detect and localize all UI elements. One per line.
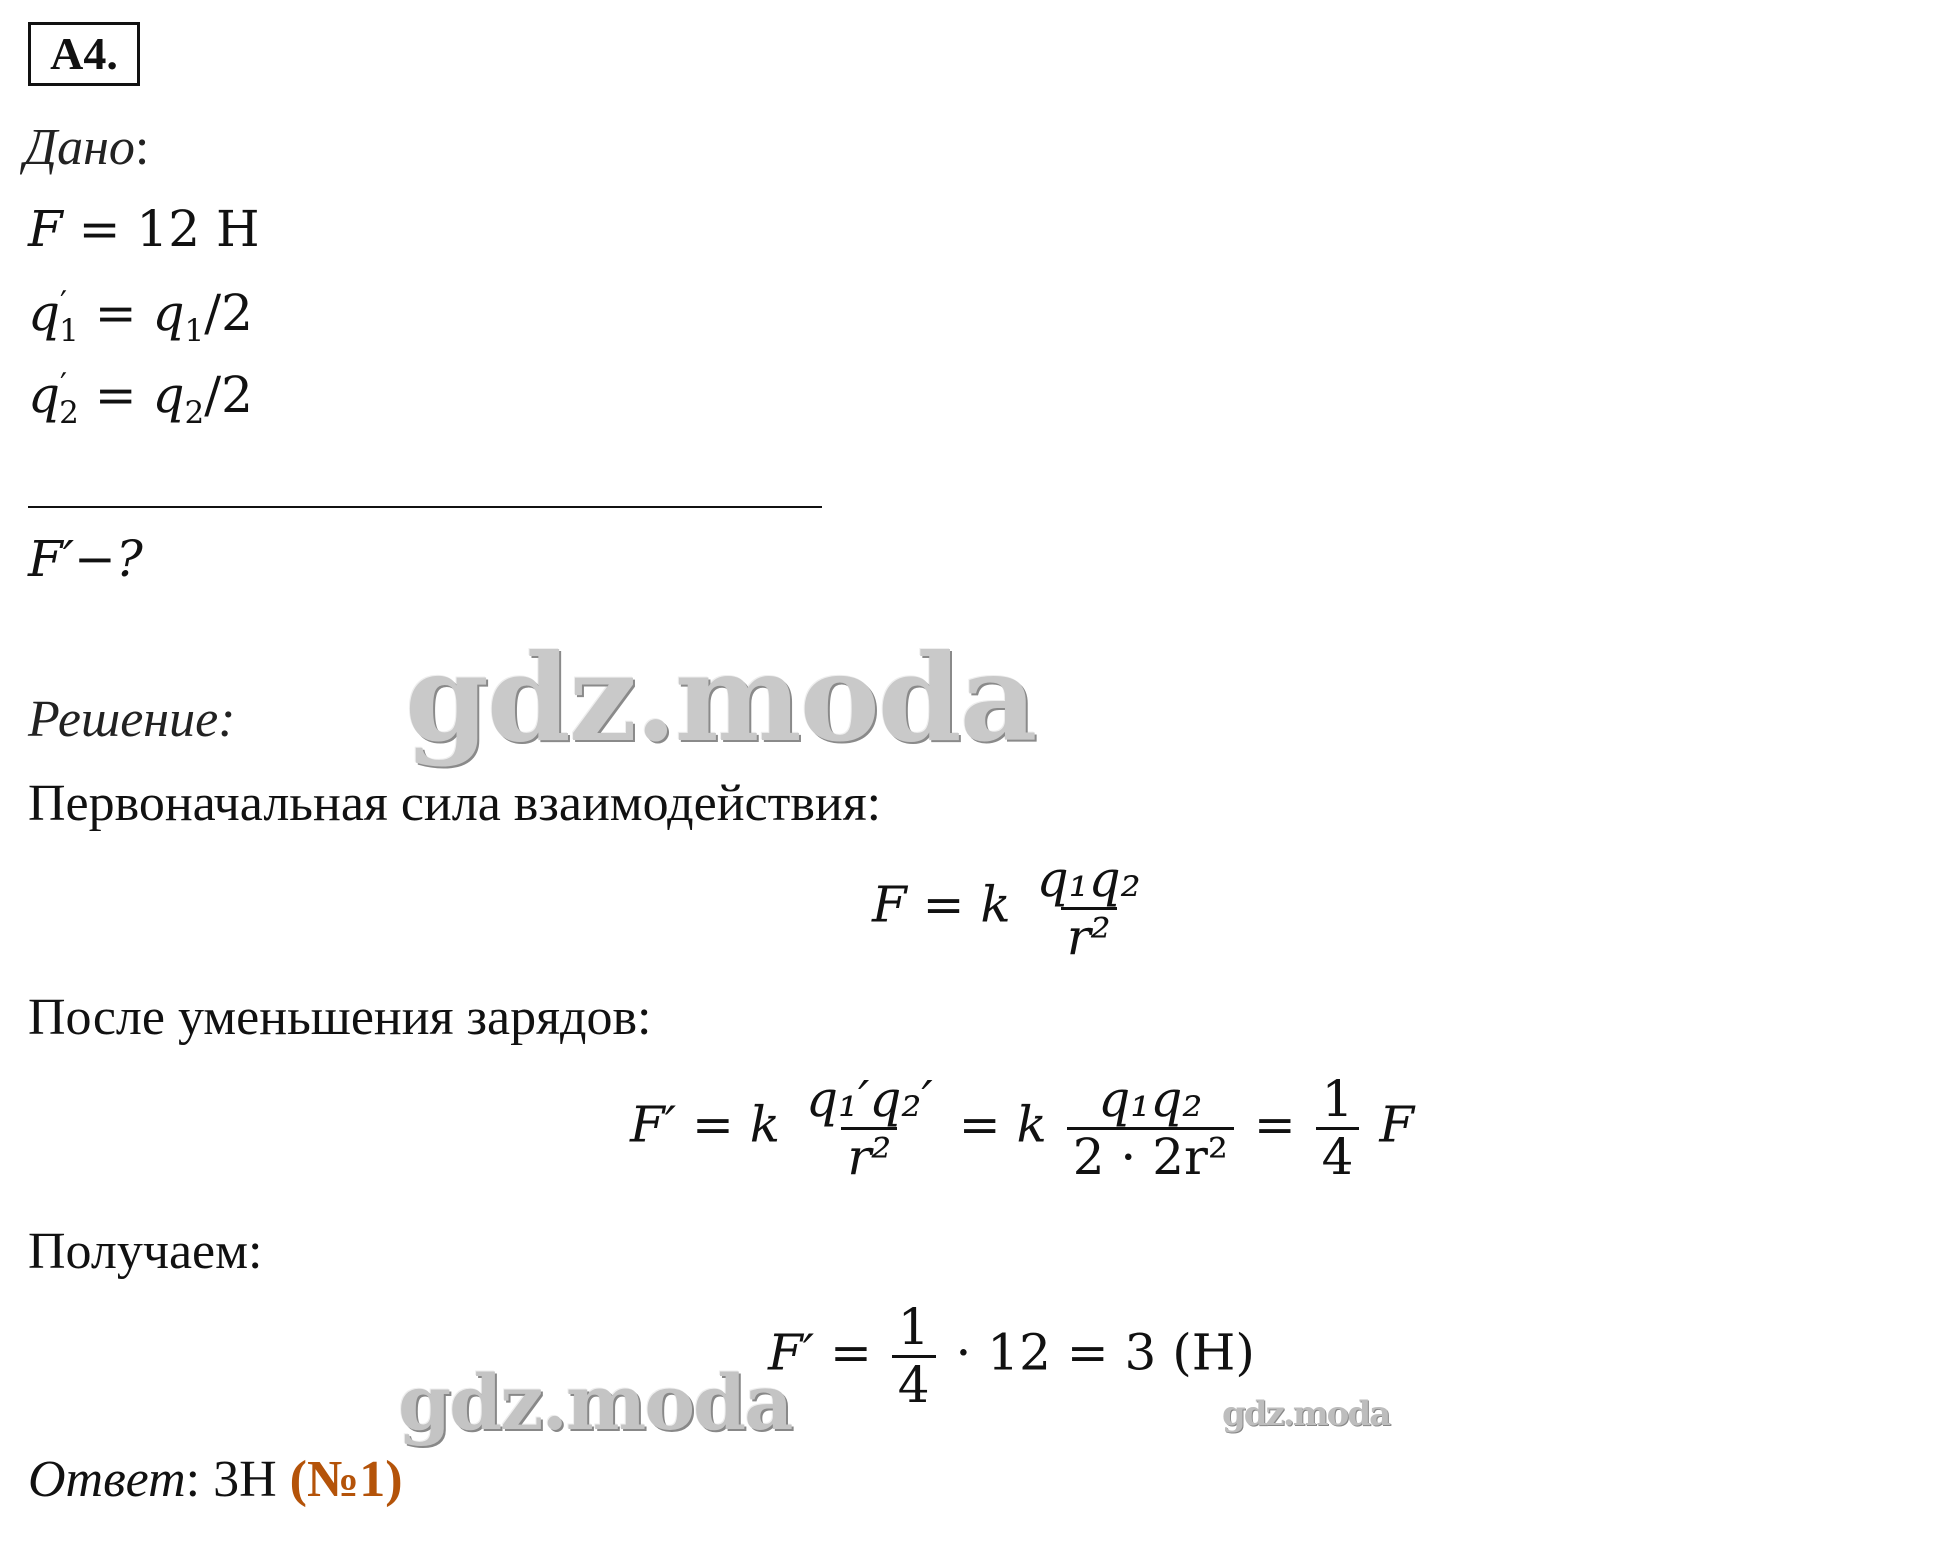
step3-text: Получаем: [28, 1223, 263, 1280]
result-denominator: 4 [892, 1355, 936, 1413]
reduced-numerator-1: q₁′q₂′ [805, 1070, 933, 1128]
result-tail: · 12 = 3 (Н) [955, 1323, 1255, 1382]
result-lhs: F′ [768, 1323, 815, 1382]
given-force: F = 12 Н [28, 200, 260, 258]
coulomb-numerator: q₁q₂ [1036, 850, 1141, 908]
given-heading-text: Дано [24, 119, 135, 176]
charge1-prime: ′ [60, 284, 68, 321]
charge1-symbol: q [28, 284, 61, 342]
task-label: А4. [28, 22, 140, 86]
result-fraction [892, 1300, 936, 1413]
reduced-numerator-3: 1 [1321, 1070, 1354, 1128]
force-symbol: F [28, 200, 63, 258]
solution-heading: Решение: [28, 691, 236, 748]
watermark-large: gdz.moda [405, 628, 1036, 769]
given-divider [28, 506, 822, 508]
given-heading-colon: : [134, 119, 150, 176]
charge2-symbol: q [28, 366, 61, 424]
given-charge2: $q'_2 = q_2/2$ [28, 366, 253, 431]
charge1-divisor: /2 [204, 284, 253, 342]
reduced-denominator-3: 4 [1316, 1127, 1360, 1185]
step2-text: После уменьшения зарядов: [28, 989, 652, 1046]
formula-coulomb: F = k $\frac{\text{q₁q₂}}{\text{r²}}$ [872, 852, 1151, 965]
charge2-divisor: /2 [204, 366, 253, 424]
coulomb-denominator: r² [1061, 907, 1117, 965]
coulomb-k: k [980, 875, 1011, 934]
reduced-denominator-1: r² [841, 1127, 897, 1185]
force-value: 12 [136, 200, 201, 258]
answer-label: Ответ [28, 1451, 186, 1508]
formula-result: F′ = $\frac{1}{4}$ · 12 = 3 (Н) [768, 1298, 1255, 1414]
reduced-k1: k [749, 1095, 781, 1154]
reduced-fraction-2 [1067, 1072, 1234, 1185]
reduced-fraction-1 [800, 1072, 939, 1185]
charge2-rhs-symbol: q [152, 366, 185, 424]
charge2-prime: ′ [60, 366, 68, 403]
charge1-rhs-symbol: q [152, 284, 185, 342]
reduced-tail: F [1379, 1095, 1415, 1154]
watermark-small: gdz.moda [1222, 1394, 1390, 1434]
answer-line [28, 1450, 403, 1509]
reduced-denominator-2: 2 · 2r² [1067, 1127, 1234, 1185]
answer-colon: : [185, 1451, 201, 1508]
formula-reduced: F′ = k $\frac{\text{q₁′q₂′}}{\text{r²}}$ = k $\frac{\text{q₁q₂}}{\text{2 · 2r²}}$ = $\frac{1}{4}$ F [630, 1070, 1415, 1186]
coulomb-lhs: F [872, 875, 907, 934]
reduced-fraction-3 [1316, 1072, 1360, 1185]
step1-text: Первоначальная сила взаимодействия: [28, 775, 882, 832]
force-unit: Н [215, 200, 260, 258]
answer-reference: (№1) [289, 1451, 403, 1508]
charge1-sub: 1 [59, 312, 79, 349]
result-numerator: 1 [897, 1298, 930, 1356]
coulomb-fraction [1031, 852, 1147, 965]
reduced-k2: k [1016, 1095, 1047, 1154]
charge1-rhs-sub: 1 [184, 312, 205, 349]
answer-value: 3Н [213, 1451, 277, 1508]
reduced-numerator-2: q₁q₂ [1098, 1070, 1203, 1128]
given-heading [24, 118, 149, 177]
unknown-value: F′−? [28, 530, 143, 588]
given-charge1: $q'_1 = q_1/2$ [28, 284, 253, 349]
charge2-rhs-sub: 2 [184, 394, 205, 431]
reduced-lhs: F′ [630, 1095, 677, 1154]
watermark-medium: gdz.moda [398, 1358, 792, 1447]
charge2-sub: 2 [59, 394, 79, 431]
